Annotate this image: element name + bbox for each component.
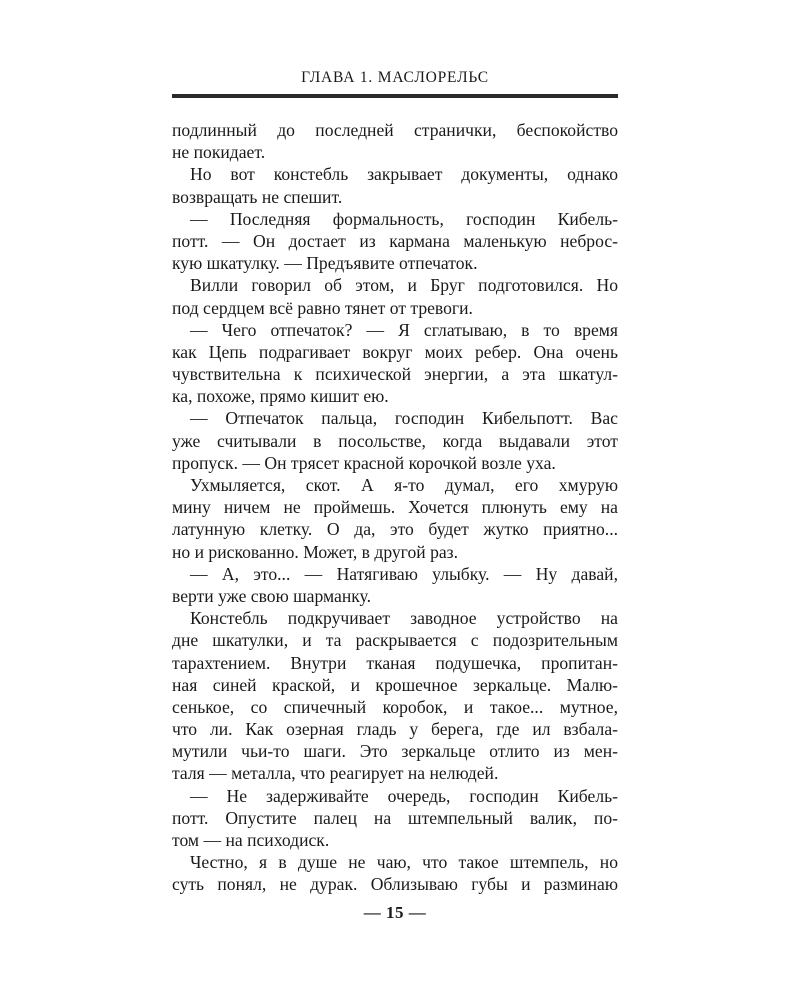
text-line: Ухмыляется, скот. А я-то думал, его хмурую — [190, 475, 618, 495]
text-line: не покидает. — [172, 142, 266, 163]
text-line: том — на психодиск. — [172, 830, 330, 850]
text-line: возвращать не спешит. — [172, 186, 343, 207]
text-line: мутили чьи-то шаги. Это зеркальце отлито из мен- — [172, 741, 618, 762]
page-number: — 15 — — [363, 903, 427, 922]
text-line: ка, похоже, прямо кишит ею. — [172, 386, 389, 407]
text-line: мину ничем не проймешь. Хочется плюнуть ему на — [172, 497, 618, 518]
header-rule — [172, 94, 618, 98]
text-line: ная синей краской, и крошечное зеркальце. Малю- — [172, 674, 618, 695]
text-line: — Отпечаток пальца, господин Кибельпотт. Вас — [190, 408, 618, 429]
body-text — [172, 119, 618, 896]
text-line: латунную клетку. О да, это будет жутко приятно... — [172, 519, 618, 540]
text-line: Вилли говорил об этом, и Бруг подготовился. Но — [190, 275, 618, 296]
text-line: кую шкатулку. — Предъявите отпечаток. — [172, 253, 478, 274]
text-line: Честно, я в душе не чаю, что такое штемпель, но — [190, 852, 618, 873]
text-line: — А, это... — Натягиваю улыбку. — Ну давай, — [190, 563, 618, 584]
text-line: потт. Опустите палец на штемпельный валик, по- — [172, 807, 618, 828]
text-line: подлинный до последней странички, беспокойство — [172, 120, 618, 140]
text-line: верти уже свою шарманку. — [172, 585, 371, 606]
text-line: — Последняя формальность, господин Кибель- — [190, 208, 618, 229]
text-line: уже считывали в посольстве, когда выдавали этот — [172, 430, 618, 451]
text-line: суть понял, не дурак. Облизываю губы и разминаю — [172, 874, 618, 895]
text-line: тарахтением. Внутри тканая подушечка, пропитан- — [172, 652, 618, 673]
text-line: чувствительна к психической энергии, а эта шкатул- — [172, 364, 618, 385]
text-line: таля — металла, что реагирует на нелюдей. — [172, 763, 499, 784]
text-line: сенькое, со спичечный коробок, и такое... мутное, — [172, 696, 618, 717]
text-line: дне шкатулки, и та раскрывается с подозрительным — [172, 630, 618, 651]
text-line: но и рискованно. Может, в другой раз. — [172, 541, 459, 562]
text-line: Констебль подкручивает заводное устройство на — [190, 608, 618, 629]
text-line: пропуск. — Он трясет красной корочкой возле уха. — [172, 452, 556, 473]
text-line: что ли. Как озерная гладь у берега, где ил взбала- — [172, 719, 618, 740]
running-header: ГЛАВА 1. МАСЛОРЕЛЬС — [301, 69, 489, 86]
text-line: — Чего отпечаток? — Я сглатываю, в то время — [190, 319, 618, 340]
text-line: под сердцем всё равно тянет от тревоги. — [172, 297, 473, 318]
text-line: Но вот констебль закрывает документы, однако — [190, 164, 618, 185]
text-line: как Цепь подрагивает вокруг моих ребер. Она очень — [172, 341, 618, 362]
text-line: потт. — Он достает из кармана маленькую неброс- — [172, 230, 618, 251]
text-line: — Не задерживайте очередь, господин Кибель- — [190, 785, 618, 806]
